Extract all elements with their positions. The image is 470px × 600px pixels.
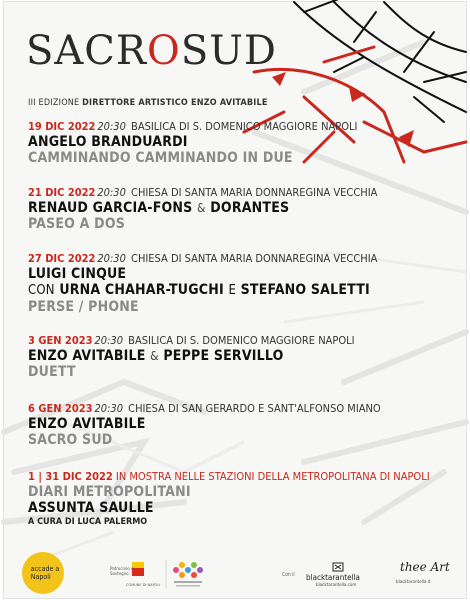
event-time: 20:30 bbox=[97, 186, 126, 199]
svg-text:Patrocinio e: Patrocinio e bbox=[110, 566, 134, 571]
svg-text:Sostegno: Sostegno bbox=[110, 571, 129, 576]
poster bbox=[4, 2, 466, 598]
event-time: 20:30 bbox=[94, 402, 123, 415]
event-venue: CHIESA DI SAN GERARDO E SANT'ALFONSO MIANO bbox=[128, 402, 381, 415]
thee-art-logo: thee Art blacktarantella.it bbox=[396, 560, 450, 585]
event-work: DIARI METROPOLITANI bbox=[28, 484, 191, 500]
event-6 bbox=[28, 470, 430, 528]
event-artist-guests: CON URNA CHAHAR-TUGCHI E STEFANO SALETTI bbox=[28, 282, 370, 298]
blacktarantella-logo: blacktarantella blacktarantella.com bbox=[306, 562, 376, 588]
event-venue: BASILICA DI S. DOMENICO MAGGIORE NAPOLI bbox=[131, 120, 358, 133]
event-venue: CHIESA DI SANTA MARIA DONNAREGINA VECCHIA bbox=[131, 186, 378, 199]
event-time: 20:30 bbox=[97, 120, 126, 133]
event-curator: A CURA DI LUCA PALERMO bbox=[28, 517, 148, 527]
event-time: 20:30 bbox=[94, 334, 123, 347]
event-3 bbox=[28, 252, 377, 315]
event-venue: BASILICA DI S. DOMENICO MAGGIORE NAPOLI bbox=[128, 334, 355, 347]
event-artist: RENAUD GARCIA-FONS & DORANTES bbox=[28, 200, 290, 216]
event-date: 27 DIC 2022 bbox=[28, 252, 96, 265]
event-venue: IN MOSTRA NELLE STAZIONI DELLA METROPOLITANA DI NAPOLI bbox=[115, 470, 430, 483]
event-venue: CHIESA DI SANTA MARIA DONNAREGINA VECCHIA bbox=[131, 252, 378, 265]
event-work: DUETT bbox=[28, 364, 76, 380]
tarantella-icon bbox=[332, 562, 344, 572]
event-date: 1 | 31 DIC 2022 bbox=[28, 470, 113, 483]
event-date: 3 GEN 2023 bbox=[28, 334, 93, 347]
event-date: 19 DIC 2022 bbox=[28, 120, 96, 133]
event-4 bbox=[28, 334, 355, 380]
edition-line: III EDIZIONE DIRETTORE ARTISTICO ENZO AVITABILE bbox=[28, 98, 268, 108]
event-artist: ASSUNTA SAULLE bbox=[28, 500, 154, 516]
event-work: PERSE / PHONE bbox=[28, 299, 139, 315]
event-artist: LUIGI CINQUE bbox=[28, 266, 127, 282]
event-date: 6 GEN 2023 bbox=[28, 402, 93, 415]
event-work: SACRO SUD bbox=[28, 432, 113, 448]
accade-a-napoli-logo: accade a Napoli bbox=[22, 552, 64, 594]
event-time: 20:30 bbox=[97, 252, 126, 265]
event-2 bbox=[28, 186, 377, 232]
event-5 bbox=[28, 402, 381, 448]
event-date: 21 DIC 2022 bbox=[28, 186, 96, 199]
event-artist: ANGELO BRANDUARDI bbox=[28, 134, 188, 150]
svg-text:COMUNE DI NAPOLI: COMUNE DI NAPOLI bbox=[126, 583, 161, 587]
comune-di-napoli-logo bbox=[108, 558, 161, 592]
event-artist: ENZO AVITABILE bbox=[28, 416, 146, 432]
sponsor-logos bbox=[4, 550, 466, 598]
festival-title: SACROSUD bbox=[26, 28, 277, 74]
logo-caption: Con il bbox=[282, 572, 295, 578]
event-work: PASEO A DOS bbox=[28, 216, 126, 232]
event-artist: ENZO AVITABILE & PEPPE SERVILLO bbox=[28, 348, 284, 364]
event-1 bbox=[28, 120, 357, 166]
event-work: CAMMINANDO CAMMINANDO IN DUE bbox=[28, 150, 293, 166]
festival-partner-logo bbox=[164, 556, 214, 592]
thorn-ring-letter: O bbox=[147, 28, 181, 74]
